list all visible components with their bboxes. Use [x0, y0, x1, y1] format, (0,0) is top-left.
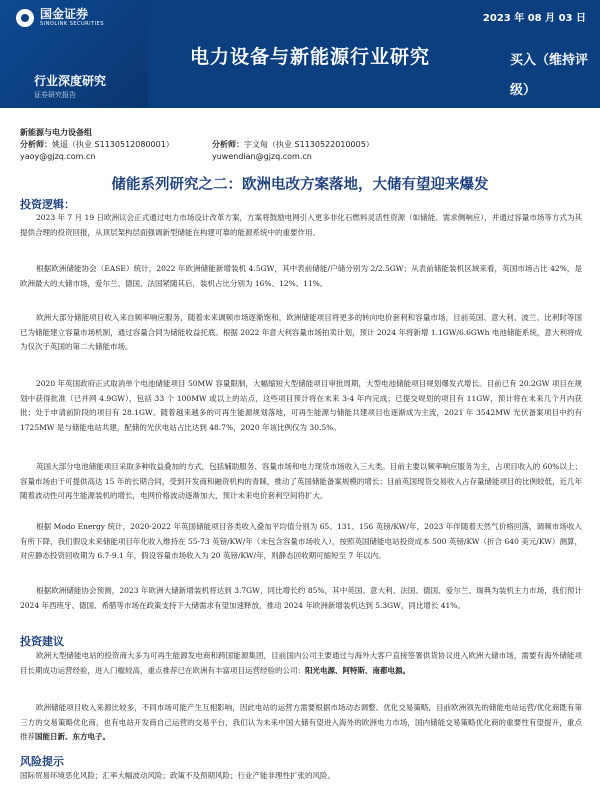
report-type: 行业深度研究: [34, 74, 107, 88]
analyst-2: [212, 139, 374, 163]
recommendation-stocks: 阳光电源、阿特斯、南都电源。: [305, 665, 410, 675]
report-subtype: 证券研究报告: [34, 91, 76, 99]
report-title: 储能系列研究之二：欧洲电改方案落地，大储有望迎来爆发: [111, 177, 489, 193]
analyst-label: 分析师：: [212, 140, 244, 149]
report-header: [0, 0, 600, 108]
recommendation-stocks: 国能日新、东方电子。: [35, 732, 110, 741]
analyst-email[interactable]: yuwendian@gjzq.com.cn: [212, 152, 312, 161]
section-heading-advice: 投资建议: [20, 635, 64, 648]
paragraph: 2023 年 7 月 19 日欧洲议会正式通过电力市场设计改革方案，方案将鼓励电网引入更多非化石燃料灵活性资源（如储能、需求侧响应），并通过容量市场等方式为其提供合理的投资回报，从顶层架构层面强调新型储能在构建可靠的能源系统中的重要作用。: [20, 213, 582, 237]
paragraph: 欧洲大部分储能项目收入来自频率响应服务，随着未来调频市场逐渐饱和，欧洲储能项目将更多的转向电价套利和容量市场，目前英国、意大利、波兰、比利时等国已为储能建立容量市场机制，通过容量合同为储能收益托底。根据 2022 年意大利容量市场拍卖计划，预计 2024 年将新增 1.1GW/6.6GWh 电池储能系统，意大利将成为仅次于英国的第二大储能市场。: [20, 313, 582, 351]
industry-title: 电力设备与新能源行业研究: [190, 46, 431, 68]
analyst-email[interactable]: yaoy@gjzq.com.cn: [20, 152, 96, 161]
analyst-label: 分析师：: [20, 140, 52, 149]
paragraph: 欧洲储能项目收入来源比较多，不同市场可能产生互相影响，因此电站的运营方需要根据市场动态调整、优化交易策略，目前欧洲领先的储能电站运营/优化商既有第三方的交易策略优化商，也有电站开发商自己运营的交易平台，我们认为未来中国大储有望进入海外的欧洲电力市场，国内储能交易策略优化商的重要性有望提升，重点推荐国能日新、东方电子。: [20, 703, 582, 741]
report-date: 2023 年 08 月 03 日: [482, 13, 586, 24]
section-heading-risk: 风险提示: [20, 755, 64, 768]
logo-cn-text: 国金证券: [40, 7, 89, 21]
analyst-1: [20, 139, 174, 163]
section-heading-logic: 投资逻辑：: [20, 198, 75, 211]
analyst-name: 宇文甸（执业 S1130522010005）: [244, 140, 374, 149]
sector-label: 新能源与电力设备组: [20, 128, 92, 137]
paragraph: 根据欧洲储能协会（EASE）统计，2022 年欧洲储能新增装机 4.5GW，其中表前储能/户储分别为 2/2.5GW；从表前储能装机区域来看，英国市场占比 42%，是欧洲最大的大储市场，爱尔兰、德国、法国紧随其后，装机占比分别为 16%、12%、11%。: [20, 264, 582, 288]
paragraph: 根据欧洲储能协会预测，2023 年欧洲大储新增装机将达到 3.7GW，同比增长约 85%，其中英国、意大利、法国、德国、爱尔兰、瑞典为装机主力市场，我们预计 2024 年西班牙、德国、希腊等市场在政策支持下大储需求有望加速释放，推动 2024 年欧洲新增装机达到 5.3GW，同比增长 41%。: [20, 586, 582, 610]
paragraph: 根据 Modo Energy 统计，2020-2022 年英国储能项目各类收入叠加平均值分别为 65、131、156 英镑/KW/年，2023 年伴随着天然气价格回落，调频市场收入有所下降，我们假设未来储能项目年化收入维持在 55-73 英镑/KW/年（未包含容量市场收入），按照英国储能电站投资成本 500 英镑/KW（折合 640 美元/KW）测算，对应静态投资回收期为 6.7-9.1 年，假设容量市场收入为 20 英镑/KW/年，则静态回收期可缩短至 7 年以内。: [20, 522, 582, 560]
header-left-panel: [0, 0, 148, 108]
logo-en-text: SINOLINK SECURITIES: [40, 21, 104, 27]
paragraph: 国际贸易环境恶化风险；汇率大幅波动风险；政策不及预期风险；行业产能非理性扩张的风险。: [20, 771, 335, 780]
paragraph: 2020 年英国政府正式取消单个电池储能项目 50MW 容量限制，大幅缩短大型储能项目审批周期，大型电池储能项目规划爆发式增长。目前已有 20.2GW 项目在规划中获得批准（已并网 4.9GW），包括 33 个 100MW 或以上的站点，这些项目预计将在未来 3-4 年内完成；已提交规划的项目有 11GW，预计将在未来几个月内获批；处于申请前阶段的项目有 28.1GW。随着越来越多的可再生能源规划落地，可再生能源与储能共建项目也逐渐成为主流，2021 年 3542MW 光伏备案项目中约有 1725MW 是与储能电站共建，配储的光伏电站占比达到 48.7%，2020 年该比例仅为 30.5%。: [20, 379, 582, 432]
paragraph: 欧洲大型储能电站的投资商大多为可再生能源发电商和跨国能源集团，目前国内公司主要通过与海外大客户直接签署供货协议进入欧洲大储市场，需要有海外储能项目长期成功运营经验，进入门槛较高，重点推荐已在欧洲有丰富项目运营经验的公司：阳光电源、阿特斯、南都电源。: [20, 651, 582, 675]
analyst-name: 姚遥（执业 S1130512080001）: [52, 140, 174, 149]
rating-badge: 买入（维持评级）: [510, 53, 589, 98]
logo-mark-icon: [16, 9, 34, 27]
paragraph: 英国大部分电池储能项目采取多种收益叠加的方式，包括辅助服务、容量市场和电力现货市场收入三大类。目前主要以频率响应服务为主，占项目收入的 60%以上；容量市场由于可提供高达 15 年的长期合同，受到开发商和融资机构的青睐，推动了英国储能备案规模的增长；目前英国现货交易收入占存量储能项目的比例较低，近几年随着波动性可再生能源装机的增长，电网价格波动逐渐加大，预计未来电价套利空间将扩大。: [20, 462, 582, 500]
company-logo: [16, 8, 104, 27]
